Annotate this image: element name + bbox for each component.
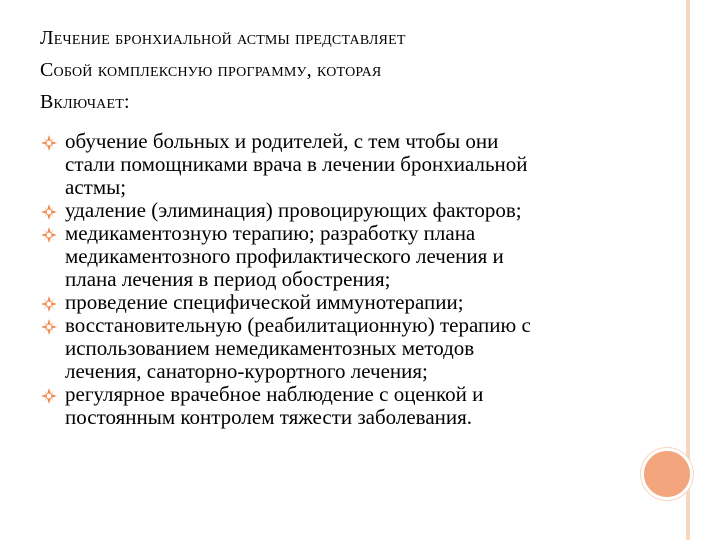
bullet-text-line: проведение специфической иммунотерапии; [65, 290, 464, 314]
flower-icon [41, 135, 57, 151]
list-item [40, 383, 640, 429]
flower-icon [41, 319, 57, 335]
bullet-text-line: стали помощниками врача в лечении бронхиальной [65, 152, 528, 176]
bullet-text-line: удаление (элиминация) провоцирующих факторов; [65, 198, 522, 222]
decorative-circle [641, 448, 693, 500]
slide-title [40, 22, 600, 118]
flower-icon [41, 296, 57, 312]
list-item [40, 222, 640, 291]
bullet-text-line: медикаментозную терапию; разработку плана [65, 221, 476, 245]
list-item [40, 291, 640, 314]
list-item [40, 130, 640, 199]
title-line: Собой комплексную программу, которая [40, 59, 382, 81]
bullet-text-line: восстановительную (реабилитационную) терапию с [65, 313, 531, 337]
bullet-text-line: обучение больных и родителей, с тем чтобы они [65, 129, 499, 153]
title-line: Лечение бронхиальной астмы представляет [40, 27, 406, 49]
flower-icon [41, 388, 57, 404]
bullet-list [40, 130, 640, 429]
title-line: Включает: [40, 91, 130, 113]
bullet-text-line: плана лечения в период обострения; [65, 267, 391, 291]
flower-icon [41, 204, 57, 220]
list-item [40, 199, 640, 222]
bullet-text-line: постоянным контролем тяжести заболевания. [65, 405, 473, 429]
bullet-text-line: регулярное врачебное наблюдение с оценкой и [65, 382, 484, 406]
bullet-text-line: использованием немедикаментозных методов [65, 336, 475, 360]
flower-icon [41, 227, 57, 243]
bullet-text-line: медикаментозного профилактического лечения и [65, 244, 504, 268]
bullet-text-line: астмы; [65, 175, 127, 199]
bullet-text-line: лечения, санаторно-курортного лечения; [65, 359, 428, 383]
list-item [40, 314, 640, 383]
